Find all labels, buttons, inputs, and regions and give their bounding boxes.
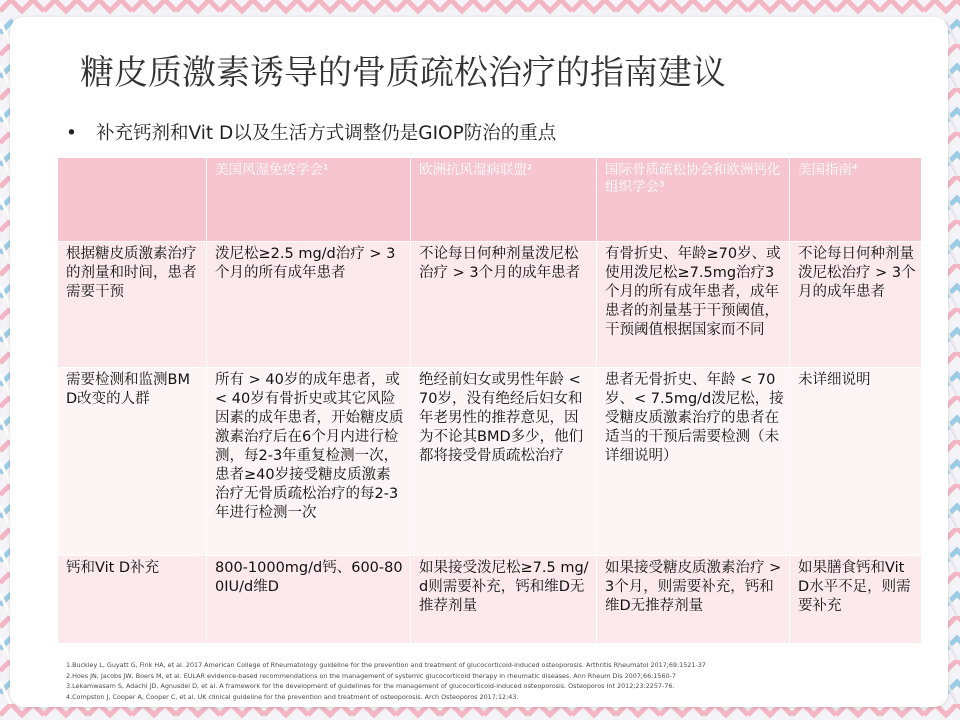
table-cell: 未详细说明	[790, 368, 922, 556]
bullet-text: 补充钙剂和Vit D以及生活方式调整仍是GIOP防治的重点	[96, 123, 557, 144]
table-header-cell: 国际骨质疏松协会和欧洲钙化组织学会³	[597, 158, 790, 242]
bullet-point	[66, 121, 886, 147]
table-cell: 根据糖皮质激素治疗的剂量和时间，患者需要干预	[58, 242, 207, 368]
table-row	[58, 242, 922, 368]
table-header-cell	[58, 158, 207, 242]
guideline-table	[57, 157, 922, 644]
reference-item: 3.Lekamwasam S, Adachi JD, Agnusdei D, et al. A framework for the development of guidelines for the management of glucocorticoid-induced osteoporosis. Osteoporos Int 2012;23:2257-76.	[66, 682, 675, 691]
table-cell: 钙和Vit D补充	[58, 556, 207, 644]
table-cell: 不论每日何种剂量泼尼松治疗 > 3个月的成年患者	[411, 242, 597, 368]
bullet-marker: •	[66, 123, 77, 144]
reference-item: 2.Hoes JN, Jacobs JW, Boers M, et al. EULAR evidence-based recommendations on the management of systemic glucocorticoid therapy in rheumatic diseases. Ann Rheum Dis 2007;66:1560-7	[66, 671, 676, 680]
table-cell: 需要检测和监测BMD改变的人群	[58, 368, 207, 556]
table-cell: 如果接受泼尼松≥7.5 mg/d则需要补充，钙和维D无推荐剂量	[411, 556, 597, 644]
table-row	[58, 368, 922, 556]
table-cell: 如果膳食钙和Vit D水平不足，则需要补充	[790, 556, 922, 644]
table-cell: 所有 > 40岁的成年患者，或 < 40岁有骨折史或其它风险因素的成年患者，开始糖皮质激素治疗后在6个月内进行检测，每2-3年重复检测一次，患者≥40岁接受糖皮质激素治疗无骨质疏松治疗的每2-3年进行检测一次	[207, 368, 411, 556]
references	[66, 660, 926, 703]
table-cell: 800-1000mg/d钙、600-800IU/d维D	[207, 556, 411, 644]
slide-title: 糖皮质激素诱导的骨质疏松治疗的指南建议	[80, 53, 726, 93]
table-cell: 不论每日何种剂量泼尼松治疗 > 3个月的成年患者	[790, 242, 922, 368]
table-header-cell: 美国风湿免疫学会¹	[207, 158, 411, 242]
table-cell: 泼尼松≥2.5 mg/d治疗 > 3个月的所有成年患者	[207, 242, 411, 368]
table-cell: 如果接受糖皮质激素治疗 > 3个月，则需要补充，钙和维D无推荐剂量	[597, 556, 790, 644]
table-cell: 有骨折史、年龄≥70岁、或使用泼尼松≥7.5mg治疗3个月的所有成年患者，成年患者的剂量基于干预阈值，干预阈值根据国家而不同	[597, 242, 790, 368]
table-row	[58, 556, 922, 644]
reference-item: 4.Compston J, Cooper A, Cooper C, et al. UK clinical guideline for the prevention and treatment of osteoporosis. Arch Osteoporos 2017;12:43.	[66, 693, 519, 702]
table-cell: 绝经前妇女或男性年龄 < 70岁，没有绝经后妇女和年老男性的推荐意见，因为不论其BMD多少，他们都将接受骨质疏松治疗	[411, 368, 597, 556]
reference-item: 1.Buckley L, Guyatt G, Fink HA, et al. 2017 American College of Rheumatology guideline for the prevention and treatment of glucocorticoid-induced osteoporosis. Arthritis Rheumatol 2017;69:1521-37	[66, 661, 706, 669]
table-header-cell: 美国指南⁴	[790, 158, 922, 242]
table-cell: 患者无骨折史、年龄 < 70岁、< 7.5mg/d泼尼松，接受糖皮质激素治疗的患者在适当的干预后需要检测（未详细说明）	[597, 368, 790, 556]
table-header-cell: 欧洲抗风湿病联盟²	[411, 158, 597, 242]
table-header-row	[58, 158, 922, 242]
